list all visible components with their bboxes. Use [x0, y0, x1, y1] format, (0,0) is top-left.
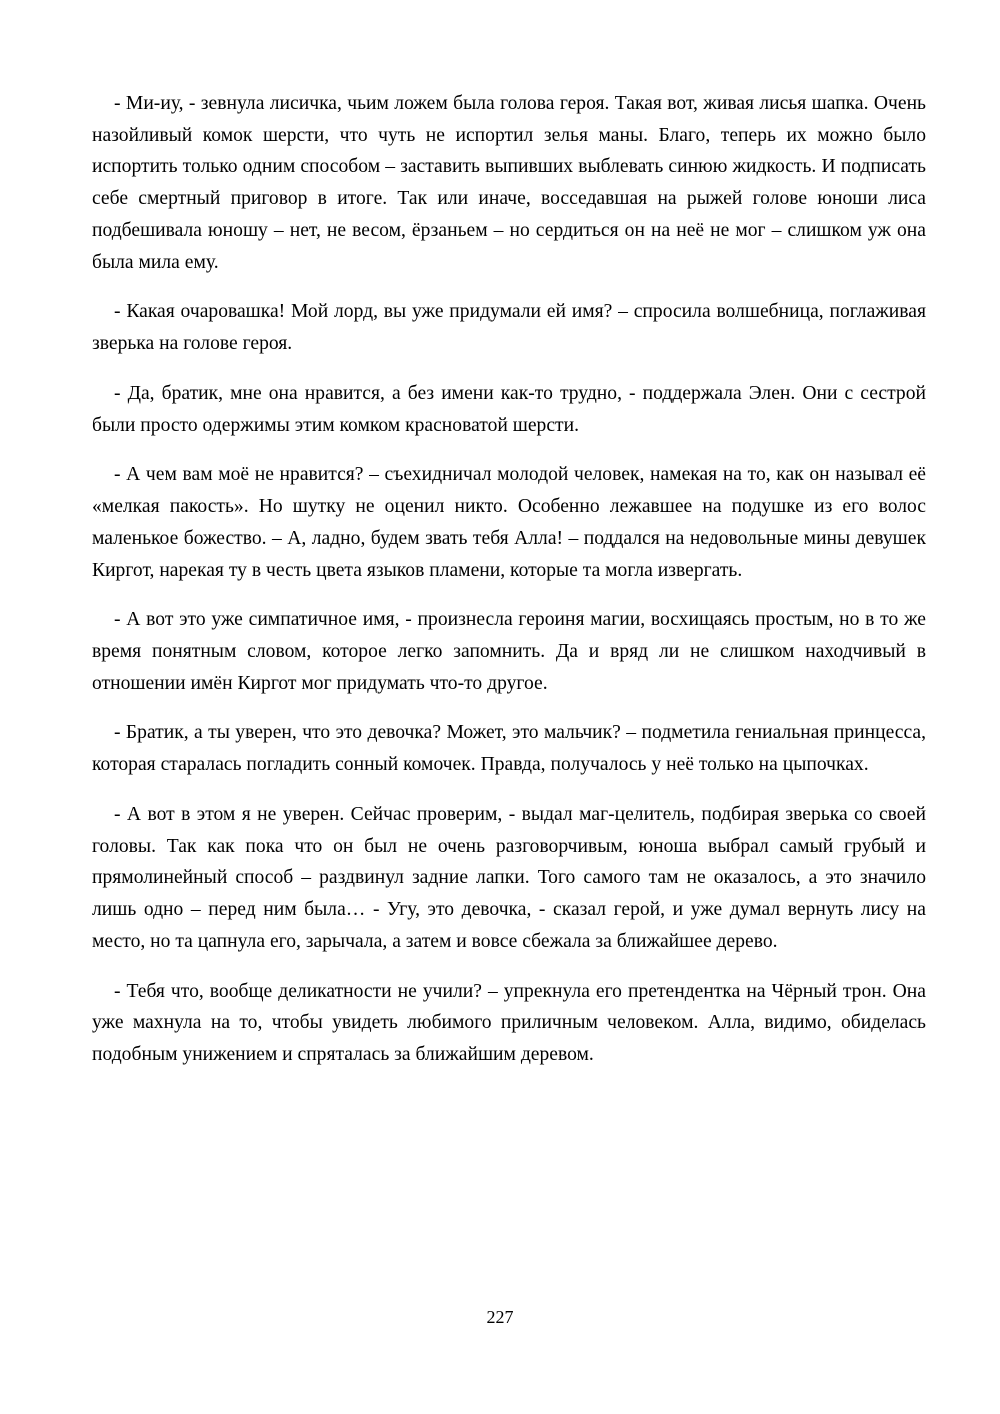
paragraph: - А вот это уже симпатичное имя, - произнесла героиня магии, восхищаясь простым, но в то же время понятным словом, которое легко запомнить. Да и вряд ли не слишком находчивый в отношении имён Киргот мог придумать что-то другое. [92, 609, 926, 694]
paragraph: - А вот в этом я не уверен. Сейчас проверим, - выдал маг-целитель, подбирая зверька со своей головы. Так как пока что он был не очень разговорчивым, юноша выбрал самый грубый и прямолинейный способ – раздвинул задние лапки. Того самого там не оказалось, а это значило лишь одно – перед ним была… - Угу, это девочка, - сказал герой, и уже думал вернуть лису на место, но та цапнула его, зарычала, а затем и вовсе сбежала за ближайшее дерево. [92, 803, 926, 952]
paragraph: - Братик, а ты уверен, что это девочка? Может, это мальчик? – подметила гениальная принцесса, которая старалась погладить сонный комочек. Правда, получалось у неё только на цыпочках. [92, 722, 926, 776]
paragraph: - Да, братик, мне она нравится, а без имени как-то трудно, - поддержала Элен. Они с сестрой были просто одержимы этим комком красноватой шерсти. [92, 382, 926, 436]
paragraph: - Ми-иу, - зевнула лисичка, чьим ложем была голова героя. Такая вот, живая лисья шапка. Очень назойливый комок шерсти, что чуть не испортил зелья маны. Благо, теперь их можно было испортить только одним способом – заставить выпивших выблевать синюю жидкость. И подписать себе смертный приговор в итоге. Так или иначе, восседавшая на рыжей голове юноши лиса подбешивала юношу – нет, не весом, ёрзаньем – но сердиться он на неё не мог – слишком уж она была мила ему. [92, 93, 926, 273]
paragraph: - Тебя что, вообще деликатности не учили? – упрекнула его претендентка на Чёрный трон. Она уже махнула на то, чтобы увидеть любимого приличным человеком. Алла, видимо, обиделась подобным унижением и спряталась за ближайшим деревом. [92, 980, 926, 1066]
paragraph: - Какая очаровашка! Мой лорд, вы уже придумали ей имя? – спросила волшебница, поглаживая зверька на голове героя. [92, 301, 926, 355]
page-body [92, 88, 926, 1071]
paragraph: - А чем вам моё не нравится? – съехидничал молодой человек, намекая на то, как он называл её «мелкая пакость». Но шутку не оценил никто. Особенно лежавшее на подушке из его волос маленькое божество. – А, ладно, будем звать тебя Алла! – поддался на недовольные мины девушек Киргот, нарекая ту в честь цвета языков пламени, которые та могла извергать. [92, 464, 926, 581]
page-number: 227 [486, 1307, 514, 1327]
